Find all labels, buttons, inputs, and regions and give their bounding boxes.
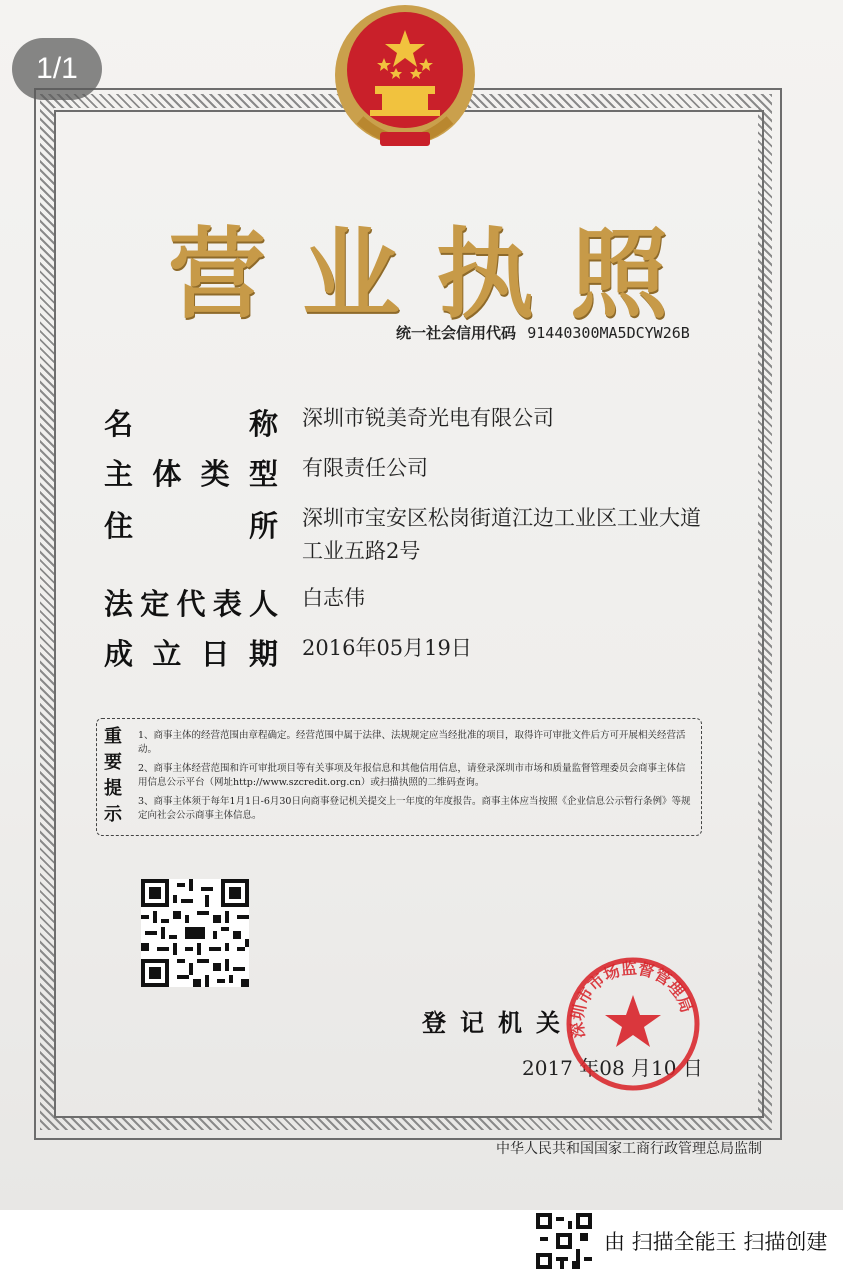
- scanner-footer-text: 由 扫描全能王 扫描创建: [604, 1230, 828, 1254]
- license-qr-code: [141, 879, 249, 987]
- field-value-name: 深圳市锐美奇光电有限公司: [302, 406, 554, 430]
- credit-code-label: 统一社会信用代码: [396, 324, 517, 342]
- supervision-note: 中华人民共和国国家工商行政管理总局监制: [496, 1141, 762, 1157]
- field-label-name: 名 称: [104, 407, 278, 441]
- field-value-entity-type: 有限责任公司: [302, 456, 428, 480]
- notice-item: 1、商事主体的经营范围由章程确定。经营范围中属于法律、法规规定应当经批准的项目，取得许可审批文件后方可开展相关经营活动。: [138, 730, 686, 755]
- official-seal: [564, 955, 702, 1093]
- address-line-1: 深圳市宝安区松岗街道江边工业区工业大道: [302, 506, 701, 530]
- notice-item: 2、商事主体经营范围和许可审批项目等有关事项及年报信息和其他信用信息，请登录深圳市市场和质量监督管理委员会商事主体信用信息公示平台（网址http://www.szcredit.org.cn）或扫描执照的二维码查询。: [138, 763, 686, 788]
- credit-code-line: [396, 322, 690, 343]
- seal-text: 深圳市市场监督管理局: [567, 958, 697, 1040]
- notice-title: 重 要 提 示: [104, 726, 122, 825]
- page-indicator: 1/1: [12, 38, 102, 100]
- field-label-legal-rep: 法 定 代 表 人: [104, 587, 278, 621]
- national-emblem-icon: [330, 0, 480, 160]
- address-line-2: 工业五路2号: [302, 539, 421, 563]
- field-label-established: 成 立 日 期: [104, 637, 278, 671]
- notice-item: 3、商事主体须于每年1月1日-6月30日向商事登记机关提交上一年度的年度报告。商事主体应当按照《企业信息公示暂行条例》等规定向社会公示商事主体信息。: [138, 796, 691, 821]
- issue-date: 2017 年08 月10 日: [522, 1056, 703, 1080]
- scanner-qr-icon: [536, 1213, 592, 1269]
- registration-authority-label: 登记机关: [422, 1009, 574, 1037]
- field-value-established: 2016年05月19日: [302, 636, 472, 660]
- field-label-entity-type: 主 体 类 型: [104, 457, 278, 491]
- field-value-legal-rep: 白志伟: [302, 586, 365, 610]
- field-value-address: [302, 502, 701, 568]
- credit-code-value: 91440300MA5DCYW26B: [527, 324, 690, 342]
- field-label-address: 住 所: [104, 509, 278, 543]
- license-title: 营 业 执 照: [168, 218, 668, 332]
